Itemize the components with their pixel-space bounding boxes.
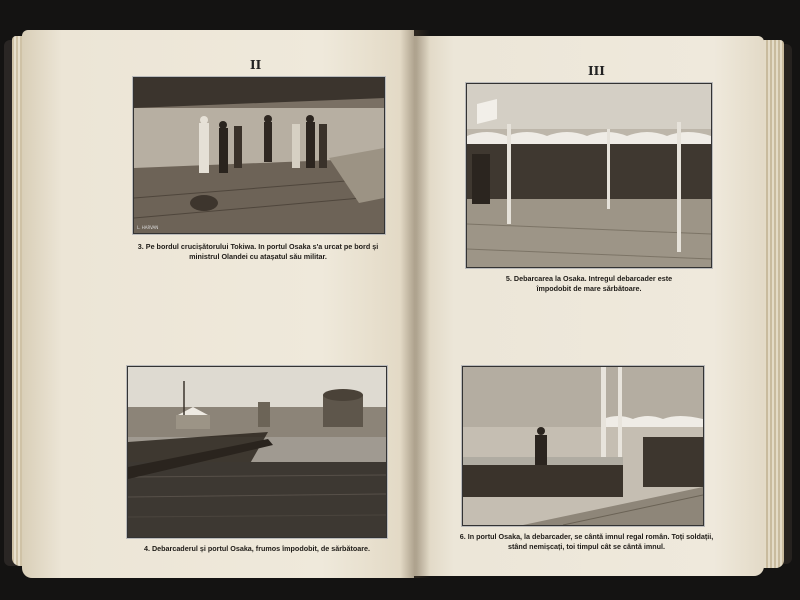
book-gutter xyxy=(400,30,430,578)
photo-ship-deck xyxy=(133,77,385,234)
caption-plate-6: 6. In portul Osaka, la debarcader, se cântă imnul regal român. Toți soldații, stând nemișcați, toi timpul cât se cântă imnul. xyxy=(459,532,714,551)
photographer-mark: L. HARVAN xyxy=(137,225,159,230)
page-number: II xyxy=(250,58,262,72)
left-page xyxy=(22,30,414,578)
caption-plate-3: 3. Pe bordul crucișătorului Tokiwa. In portul Osaka s'a urcat pe bord și ministrul Olandei cu atașatul său militar. xyxy=(137,242,379,261)
caption-plate-5: 5. Debarcarea la Osaka. Intregul debarcader este împodobit de mare sărbătoare. xyxy=(505,274,673,293)
photo-pavilion-landing xyxy=(466,83,712,268)
photo-landing-anthem xyxy=(462,366,704,526)
photo-osaka-harbor xyxy=(127,366,387,538)
caption-plate-4: 4. Debarcaderul și portul Osaka, frumos împodobit, de sărbătoare. xyxy=(143,544,371,553)
right-page xyxy=(414,36,764,576)
page-number: III xyxy=(588,64,605,78)
